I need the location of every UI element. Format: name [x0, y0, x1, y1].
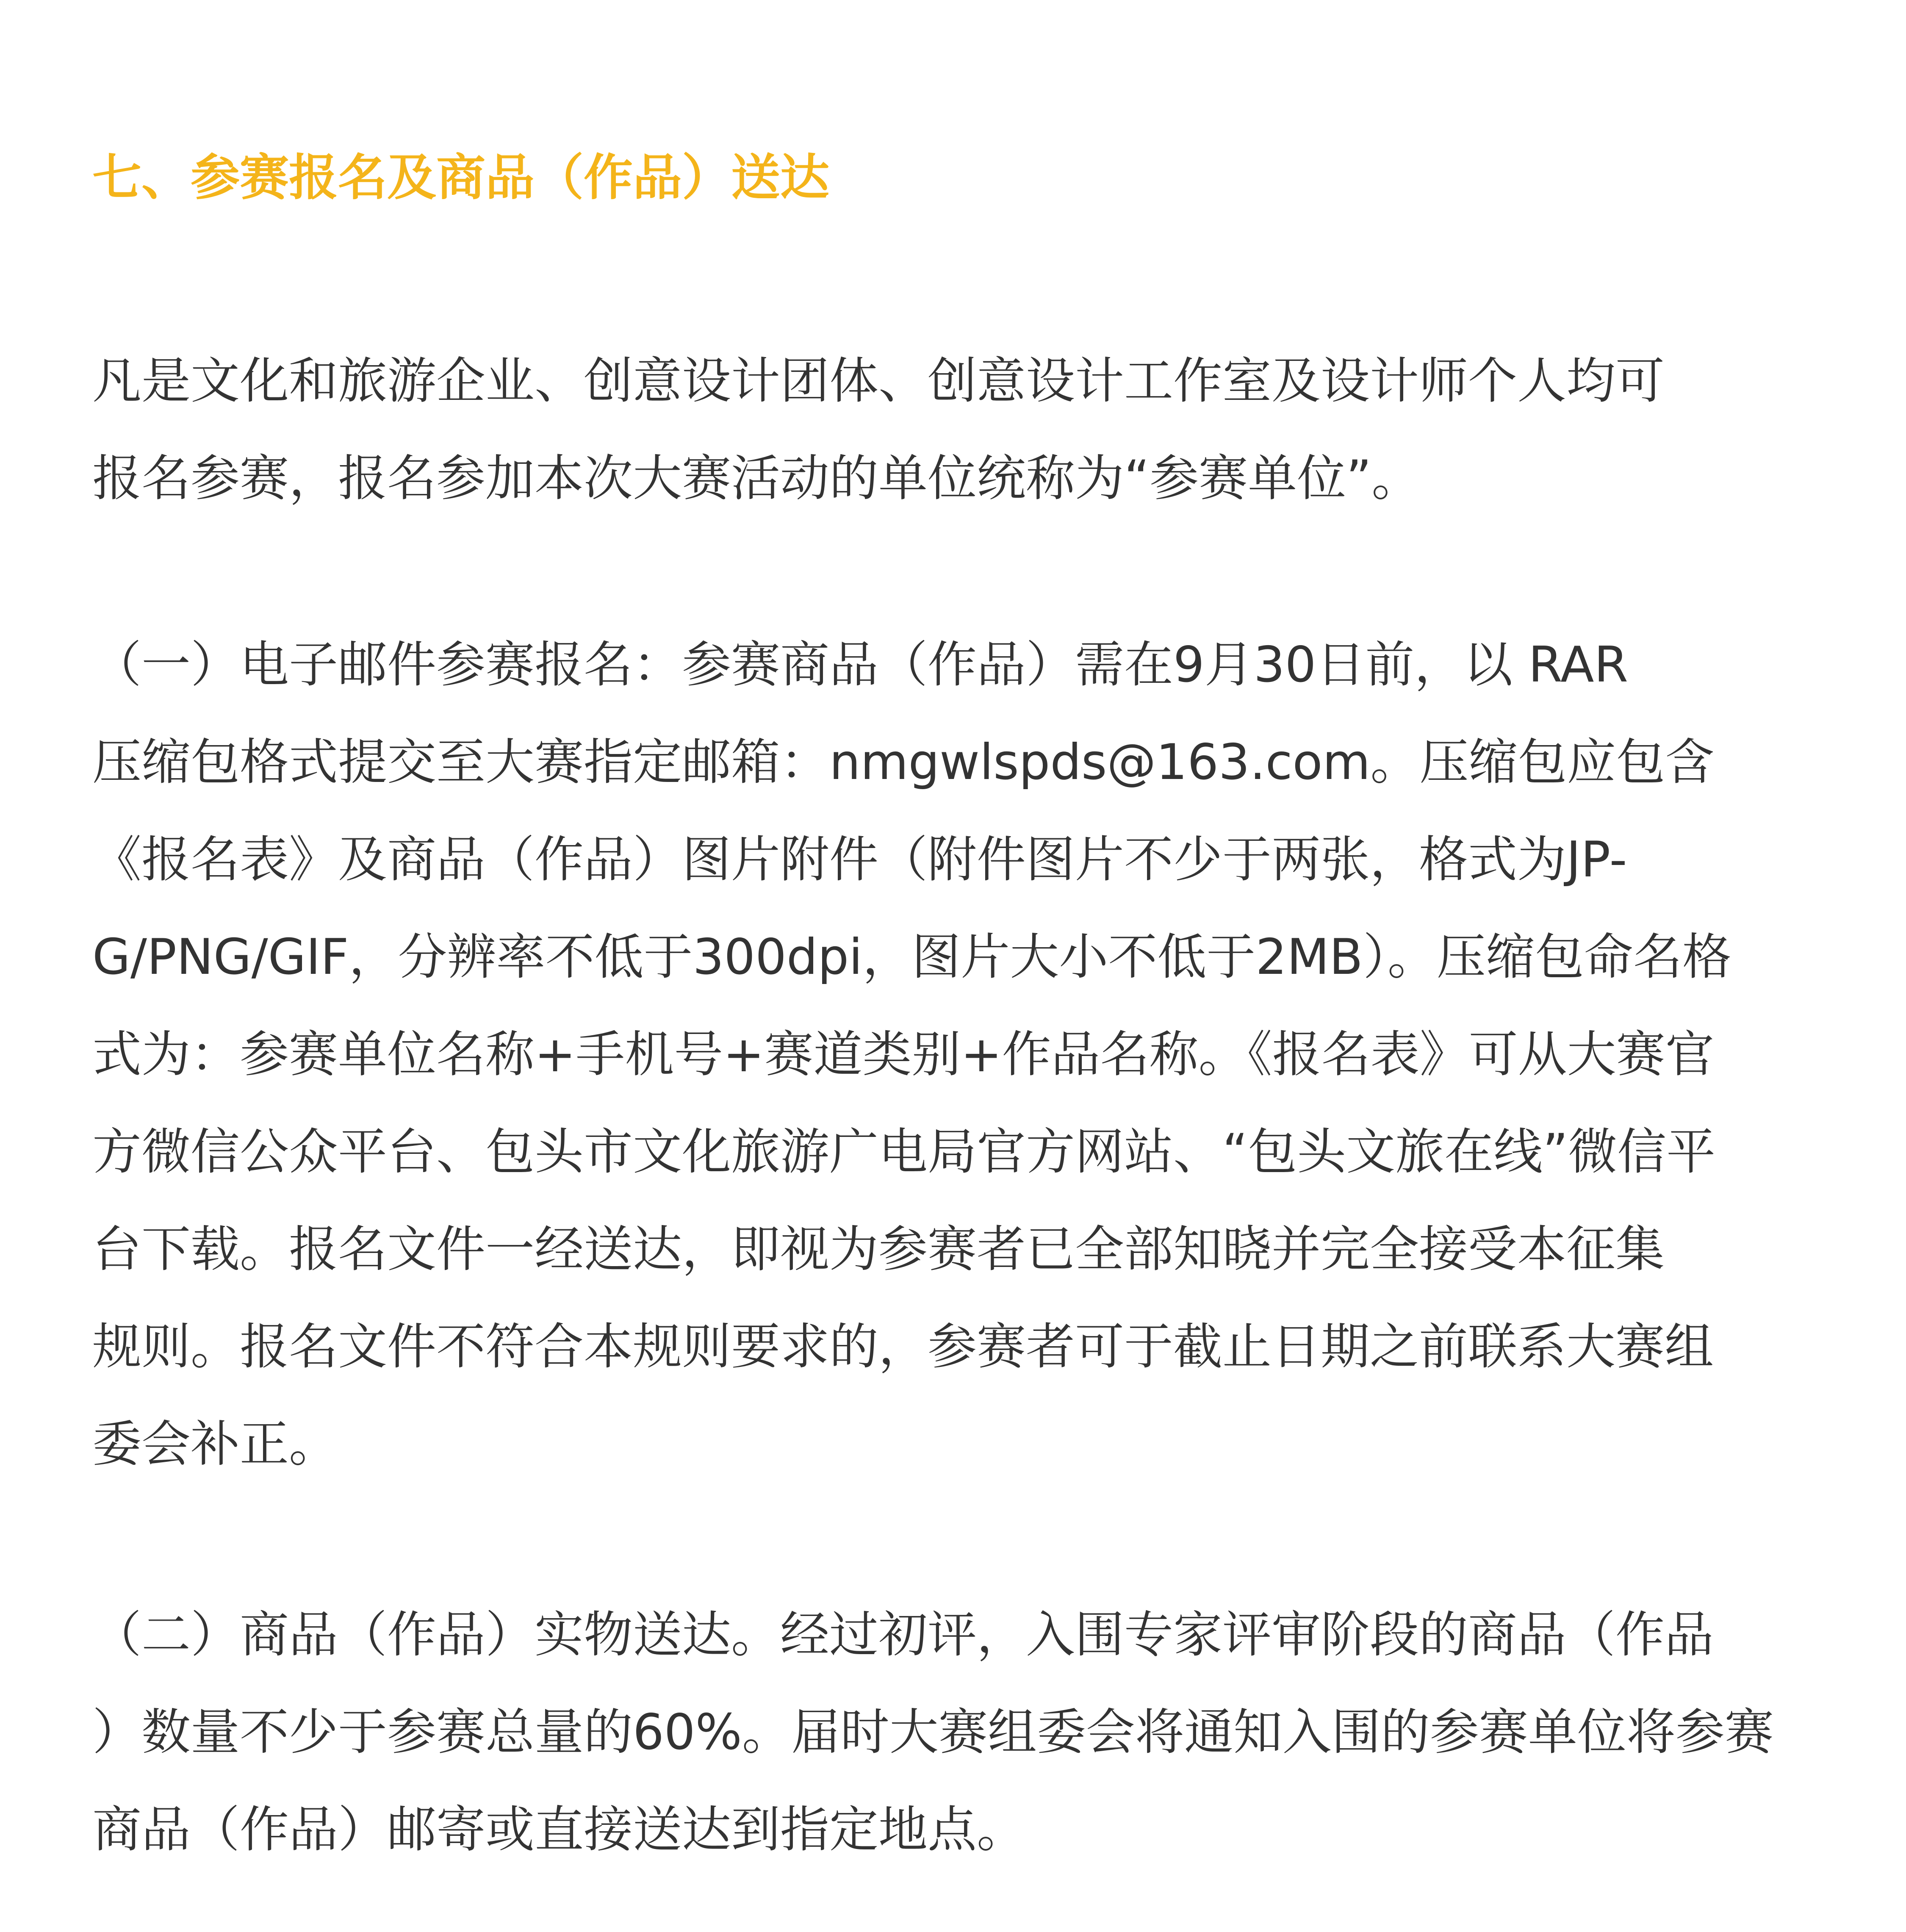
paragraph-2-line-3: 《报名表》及商品（作品）图片附件（附件图片不少于两张，格式为JP- — [92, 831, 1627, 888]
paragraph-2-line-7: 台下载。报名文件一经送达，即视为参赛者已全部知晓并完全接受本征集 — [92, 1221, 1665, 1278]
paragraph-1-line-2: 报名参赛，报名参加本次大赛活动的单位统称为“参赛单位”。 — [92, 450, 1421, 507]
paragraph-2-line-6: 方微信公众平台、包头市文化旅游广电局官方网站、“包头文旅在线”微信平 — [92, 1123, 1716, 1181]
paragraph-1-line-1: 凡是文化和旅游企业、创意设计团体、创意设计工作室及设计师个人均可 — [92, 352, 1665, 410]
paragraph-3-line-1: （二）商品（作品）实物送达。经过初评，入围专家评审阶段的商品（作品 — [92, 1606, 1714, 1663]
paragraph-2-line-4: G/PNG/GIF，分辨率不低于300dpi，图片大小不低于2MB）。压缩包命名格 — [92, 929, 1731, 986]
paragraph-2-line-8: 规则。报名文件不符合本规则要求的，参赛者可于截止日期之前联系大赛组 — [92, 1318, 1714, 1375]
paragraph-3-line-3: 商品（作品）邮寄或直接送达到指定地点。 — [92, 1801, 1026, 1858]
paragraph-2-line-5: 式为：参赛单位名称+手机号+赛道类别+作品名称。《报名表》可从大赛官 — [92, 1026, 1715, 1083]
paragraph-2-line-2: 压缩包格式提交至大赛指定邮箱：nmgwlspds@163.com。压缩包应包含 — [92, 734, 1715, 791]
paragraph-2-line-1: （一）电子邮件参赛报名：参赛商品（作品）需在9月30日前，以 RAR — [92, 636, 1629, 693]
paragraph-2-line-9: 委会补正。 — [92, 1416, 338, 1473]
section-heading: 七、参赛报名及商品（作品）送达 — [92, 149, 829, 206]
paragraph-3-line-2: ）数量不少于参赛总量的60%。届时大赛组委会将通知入围的参赛单位将参赛 — [92, 1704, 1774, 1761]
